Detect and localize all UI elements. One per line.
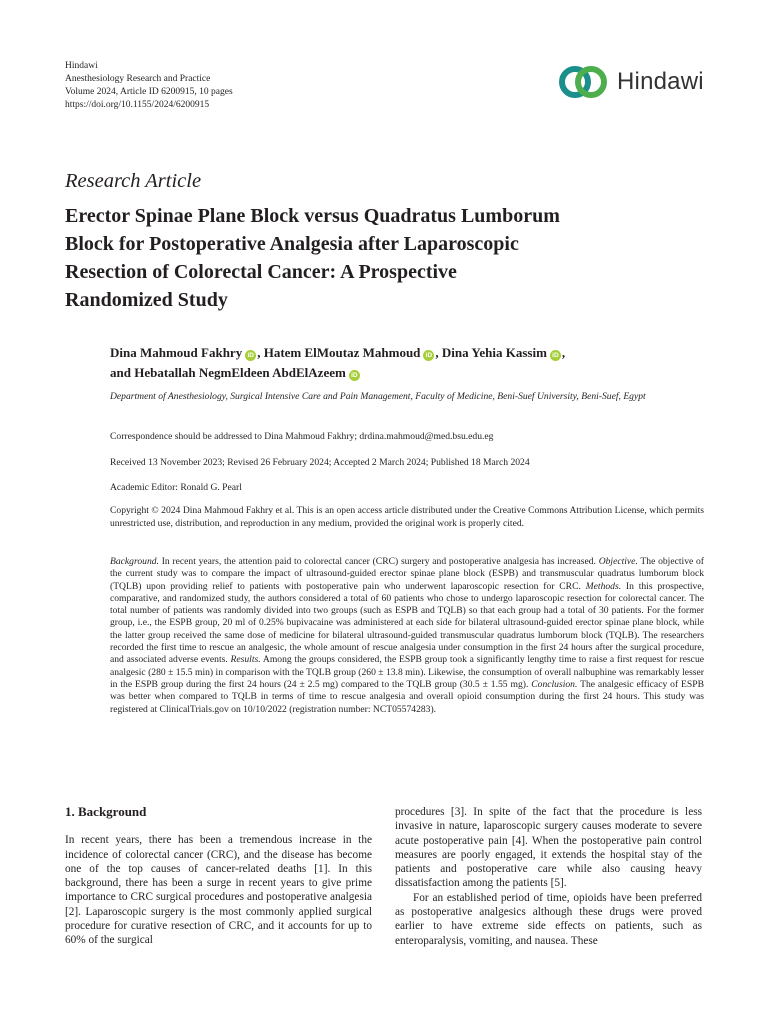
author-name: Dina Mahmoud Fakhry	[110, 345, 243, 360]
orcid-icon[interactable]: iD	[245, 350, 256, 361]
author-separator: and	[110, 365, 135, 380]
body-column-right	[395, 805, 702, 948]
abstract-label-conclusion: Conclusion.	[531, 678, 578, 690]
author-separator: ,	[435, 345, 442, 360]
body-paragraph: procedures [3]. In spite of the fact that the procedure is less invasive in nature, laparoscopic surgery causes moderate to severe acute postoperative pain [4]. When the postoperative pain control measures are poorly engaged, it extends the hospital stay of the patients and postoperative care while also causing heavy dissatisfaction among the patients [5].	[395, 806, 702, 890]
title-line: Resection of Colorectal Cancer: A Prospective	[65, 261, 457, 283]
publication-dates: Received 13 November 2023; Revised 26 February 2024; Accepted 2 March 2024; Published 18 March 2024	[110, 457, 530, 468]
publisher-name: Hindawi	[65, 61, 98, 71]
hindawi-logo-text: Hindawi	[617, 68, 704, 95]
abstract-methods: In this prospective, comparative, and randomized study, the authors considered a total of 60 patients who chose to undergo laparoscopic resection for colorectal cancer. The total number of patients was randomly divided into two groups (such as ESPB and TQLB) so that each group had a total of 30 patients. For the former group, i.e., the ESPB group, 20 ml of 0.25% bupivacaine was administered at each side for bilateral ultrasound-guided erector spinae plane block, while the latter group received the same dose of medicine for bilateral ultrasound-guided transmuscular quadratus lumborum block (TQLB). The researchers recorded the first time to rescue an analgesic, the whole amount of rescue analgesia under consumption in the first 24 hours after the surgical procedure, and associated adverse events.	[110, 580, 705, 666]
orcid-icon[interactable]: iD	[423, 350, 434, 361]
article-type: Research Article	[65, 170, 202, 192]
author-separator: ,	[257, 345, 264, 360]
abstract-label-methods: Methods.	[585, 580, 622, 592]
abstract-objective: The objective of the current study was to compare the impact of ultrasound-guided erector spinae plane block (ESPB) and transmuscular quadratus lumborum block (TQLB) upon providing relief to patients with postoperative pain who underwent laparoscopic resection for CRC.	[110, 556, 704, 592]
hindawi-logo-icon	[557, 63, 609, 101]
abstract-label-background: Background.	[110, 556, 159, 567]
article-title	[65, 202, 705, 314]
title-line: Block for Postoperative Analgesia after Laparoscopic	[65, 233, 519, 255]
title-line: Randomized Study	[65, 289, 228, 311]
author-name: Dina Yehia Kassim	[441, 345, 547, 360]
abstract	[110, 556, 704, 716]
copyright-notice: Copyright © 2024 Dina Mahmoud Fakhry et al. This is an open access article distributed under the Creative Commons Attribution License, which permits unrestricted use, distribution, and reproduction in any medium, provided the original work is properly cited.	[110, 505, 704, 529]
abstract-conclusion: The analgesic efficacy of ESPB was better when compared to TQLB in terms of time to rescue analgesia and overall opioid consumption during the first 24 hours. This study was registered at ClinicalTrials.gov on 10/10/2022 (registration number: NCT05574283).	[110, 678, 704, 715]
abstract-label-results: Results.	[230, 654, 261, 666]
body-paragraph: For an established period of time, opioids have been preferred as postoperative analgesics although these drugs were proved earlier to have extreme side effects on patients, such as enteroparalysis, vomiting, and nausea. These	[395, 891, 702, 947]
author-name: Hebatallah NegmEldeen AbdElAzeem	[134, 365, 346, 380]
abstract-background: In recent years, the attention paid to colorectal cancer (CRC) surgery and postoperative analgesia has increased.	[158, 556, 599, 567]
abstract-label-objective: Objective.	[598, 556, 638, 567]
academic-editor: Academic Editor: Ronald G. Pearl	[110, 482, 242, 493]
hindawi-logo	[557, 62, 704, 102]
body-column-left	[65, 805, 372, 948]
correspondence: Correspondence should be addressed to Dina Mahmoud Fakhry; drdina.mahmoud@med.bsu.edu.eg	[110, 431, 494, 442]
author-list	[110, 343, 710, 383]
affiliation: Department of Anesthesiology, Surgical Intensive Care and Pain Management, Faculty of Medicine, Beni-Suef University, Beni-Suef, Egypt	[110, 391, 646, 402]
journal-volume: Volume 2024, Article ID 6200915, 10 pages	[65, 87, 233, 97]
journal-name: Anesthesiology Research and Practice	[65, 74, 211, 84]
abstract-results: Among the groups considered, the ESPB group took a significantly lengthy time to raise a first request for rescue analgesic (280 ± 15.5 min) in comparison with the TQLB group (260 ± 13.8 min). Likewise, the consumption of overall nalbuphine was remarkably lesser in the ESPB group during the first 24 hours (24 ± 2.5 mg) compared to the TQLB group (30.5 ± 1.55 mg).	[110, 654, 704, 690]
title-line: Erector Spinae Plane Block versus Quadratus Lumborum	[65, 205, 560, 227]
author-separator: ,	[561, 345, 566, 360]
orcid-icon[interactable]: iD	[550, 350, 561, 361]
article-doi[interactable]: https://doi.org/10.1155/2024/6200915	[65, 100, 210, 110]
author-name: Hatem ElMoutaz Mahmoud	[263, 345, 421, 360]
journal-meta	[65, 60, 233, 112]
orcid-icon[interactable]: iD	[349, 370, 360, 381]
body-paragraph: In recent years, there has been a tremendous increase in the incidence of colorectal cancer (CRC), and the disease has become one of the top causes of cancer-related deaths [1]. In this background, there has been a surge in recent years to give prime importance to CRC surgical procedures and postoperative analgesia [2]. Laparoscopic surgery is the most commonly applied surgical procedure for curative resection of CRC, and it accounts for up to 60% of the surgical	[65, 834, 372, 947]
section-heading: 1. Background	[65, 804, 147, 819]
